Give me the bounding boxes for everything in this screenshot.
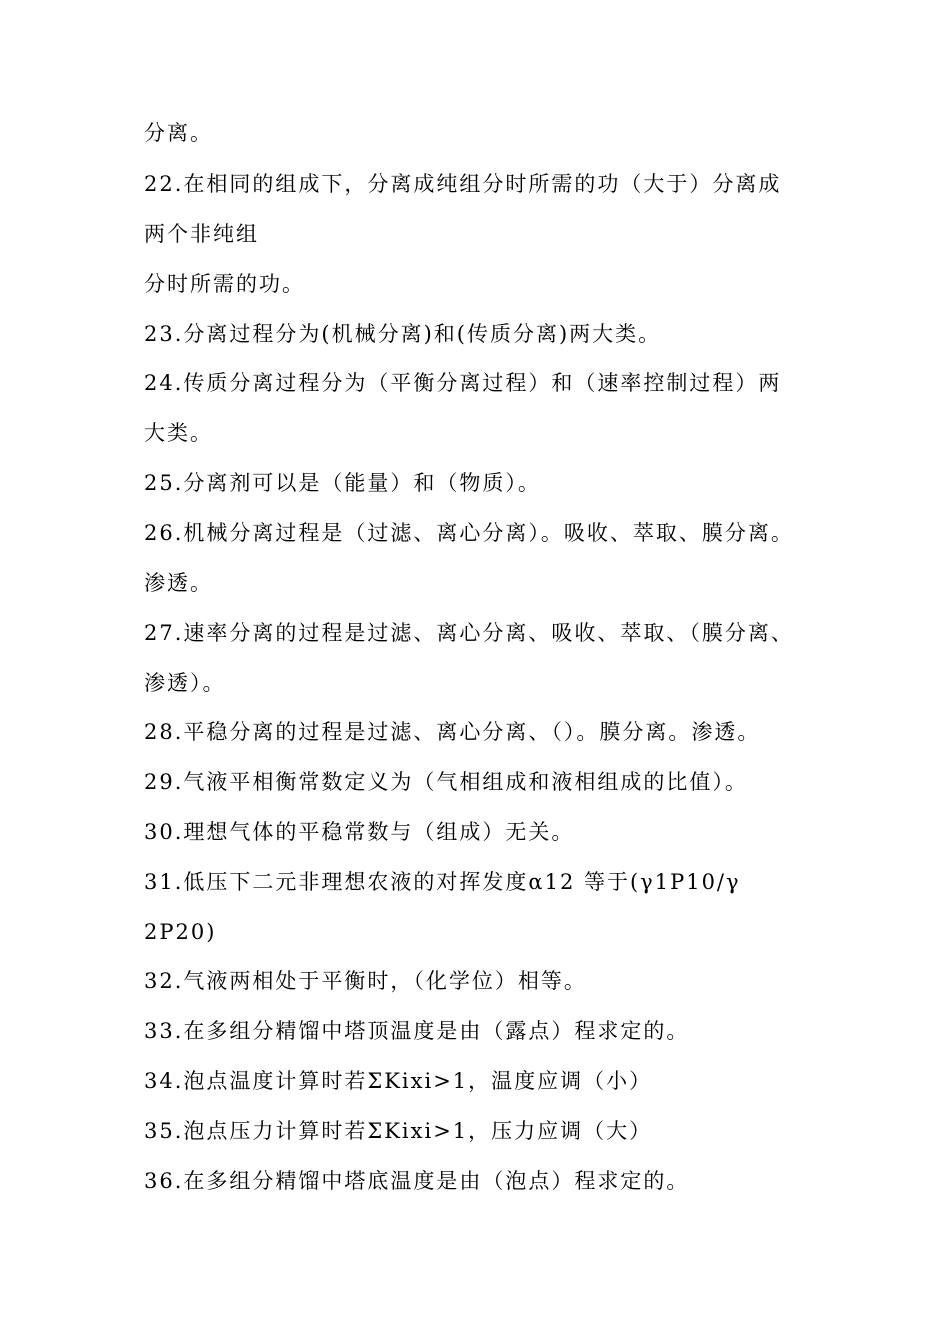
text-line: 26.机械分离过程是（过滤、离心分离）。吸收、萃取、膜分离。 [144, 521, 794, 545]
text-line: 2P20) [144, 920, 217, 944]
text-line: 渗透。 [144, 571, 213, 595]
text-line: 31.低压下二元非理想农液的对挥发度α12 等于(γ1P10/γ [144, 870, 741, 894]
text-line: 23.分离过程分为(机械分离)和(传质分离)两大类。 [144, 322, 662, 346]
text-line: 24.传质分离过程分为（平衡分离过程）和（速率控制过程）两 [144, 371, 782, 395]
text-line: 分离。 [144, 121, 213, 145]
text-line: 两个非纯组 [144, 222, 259, 246]
text-line: 28.平稳分离的过程是过滤、离心分离、（）。膜分离。渗透。 [144, 720, 761, 744]
text-line: 36.在多组分精馏中塔底温度是由（泡点）程求定的。 [144, 1169, 690, 1193]
text-line: 分时所需的功。 [144, 272, 305, 296]
text-line: 大类。 [144, 421, 213, 445]
text-line: 29.气液平相衡常数定义为（气相组成和液相组成的比值）。 [144, 770, 748, 794]
text-line: 30.理想气体的平稳常数与（组成）无关。 [144, 820, 575, 844]
text-line: 渗透）。 [144, 671, 226, 695]
text-line: 22.在相同的组成下，分离成纯组分时所需的功（大于）分离成 [144, 172, 782, 196]
text-line: 34.泡点温度计算时若ΣKixi>1，温度应调（小） [144, 1069, 653, 1093]
text-line: 27.速率分离的过程是过滤、离心分离、吸收、萃取、（膜分离、 [144, 621, 794, 645]
text-line: 32.气液两相处于平衡时，（化学位）相等。 [144, 969, 587, 993]
text-line: 25.分离剂可以是（能量）和（物质）。 [144, 471, 541, 495]
text-line: 33.在多组分精馏中塔顶温度是由（露点）程求定的。 [144, 1019, 690, 1043]
text-line: 35.泡点压力计算时若ΣKixi>1，压力应调（大） [144, 1119, 653, 1143]
